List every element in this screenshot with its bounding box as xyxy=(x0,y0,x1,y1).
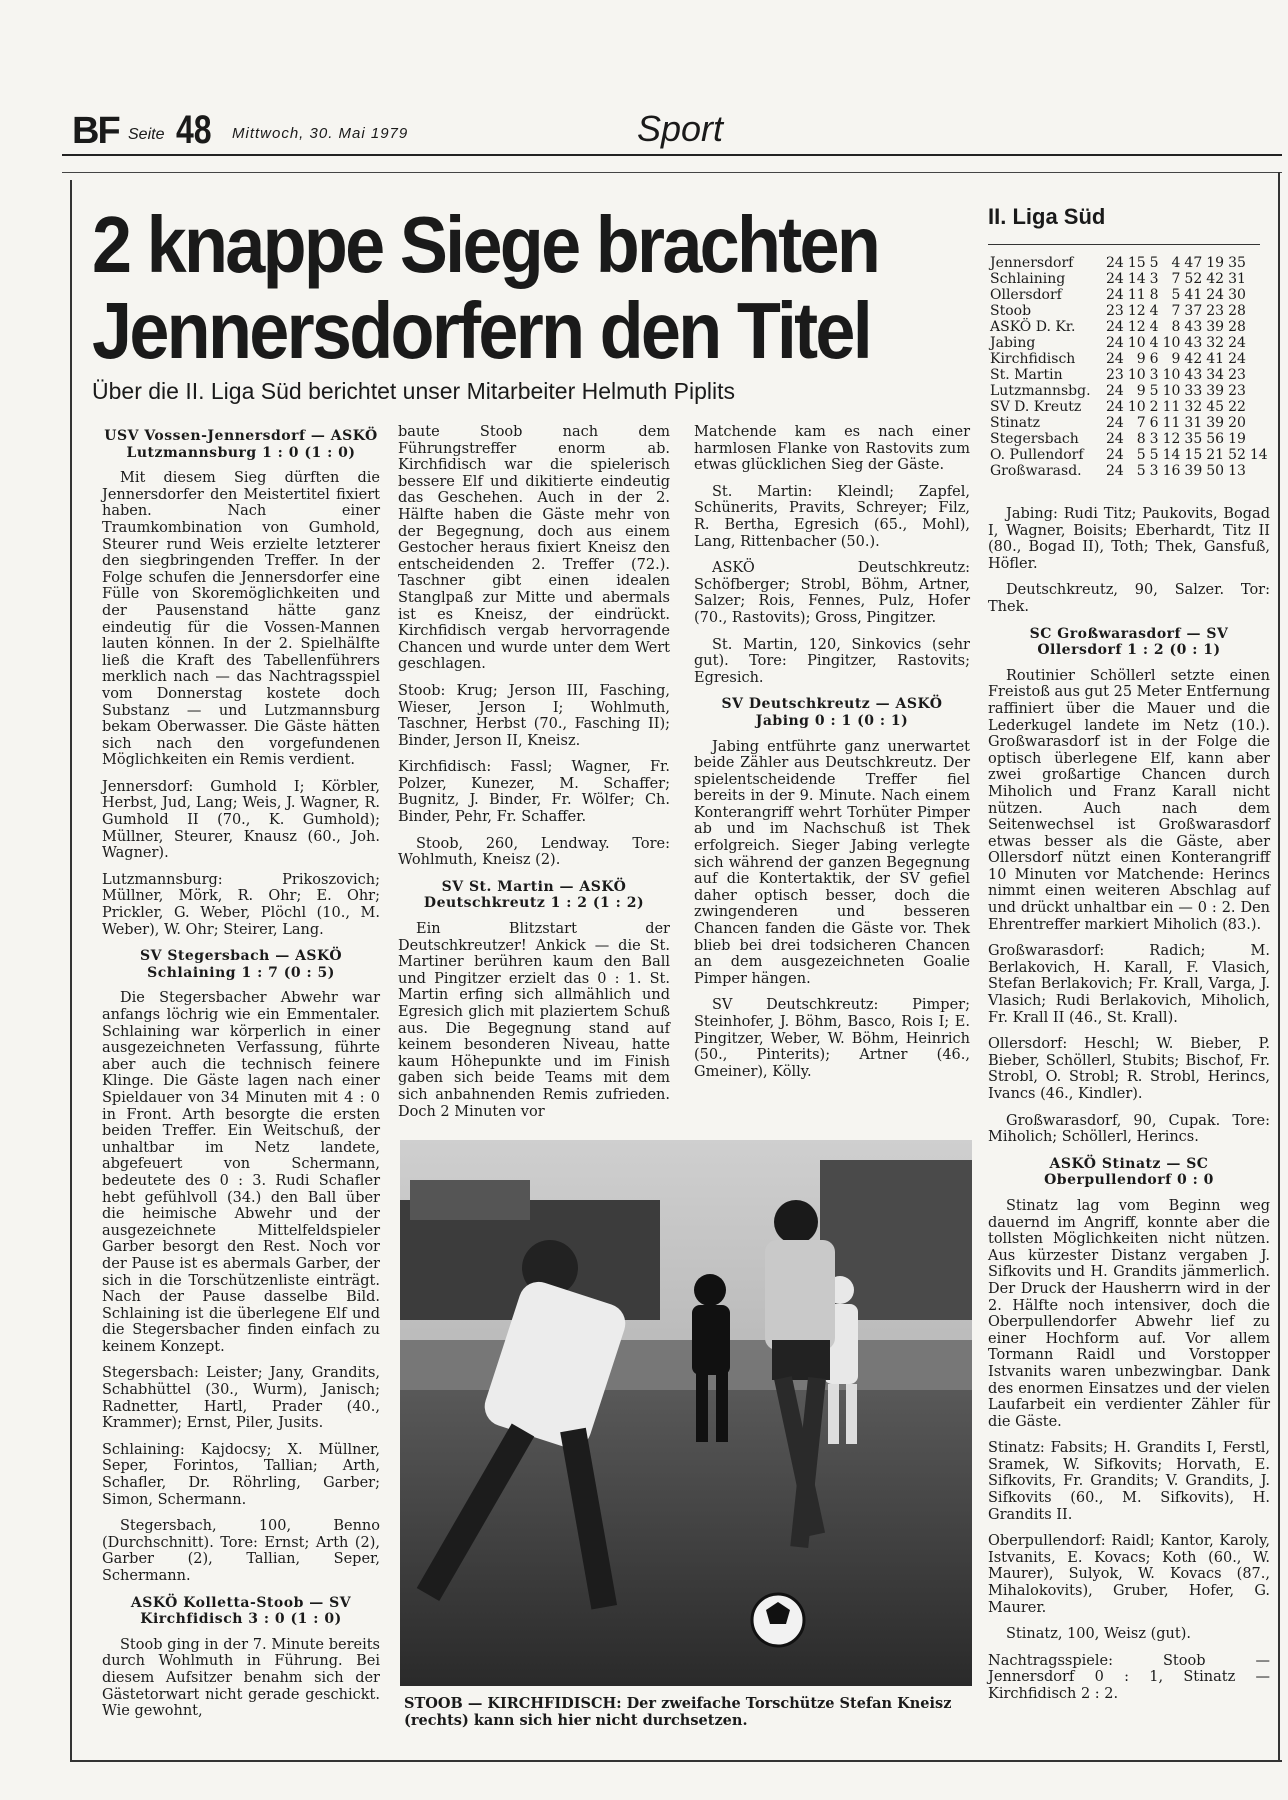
standings-value: 3 xyxy=(1149,463,1159,479)
standings-value: 30 xyxy=(1228,287,1246,303)
standings-value: 16 xyxy=(1162,463,1181,479)
standings-value: 11 xyxy=(1162,399,1181,415)
standings-value: 39 xyxy=(1206,415,1225,431)
masthead xyxy=(72,108,1282,156)
match-heading: SC Großwarasdorf — SV Ollersdorf 1 : 2 (0 : 1) xyxy=(1029,625,1229,659)
match-report: Stoob ging in der 7. Minute bereits durch Wohlmuth in Führung. Bei diesem Aufsitzer benahm sich der Gästetorwart nicht gerade geschickt. Wie gewohnt, xyxy=(102,1636,380,1720)
standings-value: 24 xyxy=(1106,319,1124,335)
standings-team: Stegersbach xyxy=(990,431,1079,447)
standings-value: 31 xyxy=(1184,415,1203,431)
standings-value: 10 xyxy=(1162,383,1181,399)
column-3 xyxy=(694,424,970,1090)
standings-value: 8 xyxy=(1136,431,1146,447)
standings-team: Jennersdorf xyxy=(990,255,1074,271)
article-border-bottom xyxy=(70,1760,1282,1762)
standings-team: O. Pullendorf xyxy=(990,447,1084,463)
match-report: Jabing entführte ganz unerwartet beide Zähler aus Deutschkreutz. Der spielentscheidende Treffer fiel bereits in der 9. Minute. Nach einem Konterangriff wehrt Torhüter Pimper ab und im Nachschuß ist Thek erfolgreich. Sieger Jabing verlegte sich während der ganzen Begegnung auf die Kontertaktik, der SV gefiel daher optisch besser, doch die zwingenderen und besseren Chancen fanden die Gäste vor. Thek blieb bei drei todsicheren Chancen an dem ausgezeichneten Goalie Pimper hängen. xyxy=(694,738,970,987)
standings-team: St. Martin xyxy=(990,367,1063,383)
match-result-line: Deutschkreutz, 90, Salzer. Tor: Thek. xyxy=(988,582,1270,615)
standings-value: 12 xyxy=(1162,431,1181,447)
standings-value: 8 xyxy=(1149,287,1159,303)
standings-team: Stoob xyxy=(990,303,1032,319)
standings-value: 24 xyxy=(1106,415,1124,431)
standings-value: 28 xyxy=(1228,319,1246,335)
standings-value: 24 xyxy=(1106,255,1124,271)
match-heading: ASKÖ Stinatz — SC Oberpullendorf 0 : 0 xyxy=(1044,1155,1214,1189)
standings-value: 21 xyxy=(1206,447,1225,463)
standings-value: 10 xyxy=(1162,335,1181,351)
match-photo xyxy=(400,1140,972,1686)
match-result-line: Stegersbach, 100, Benno (Durchschnitt). Tore: Ernst; Arth (2), Garber (2), Tallian, Seper, Schermann. xyxy=(102,1518,380,1584)
standings-value: 19 xyxy=(1228,431,1246,447)
headline xyxy=(92,202,884,374)
headline-line-2: Jennersdorfern den Titel xyxy=(92,286,871,375)
lineup: Jabing: Rudi Titz; Paukovits, Bogad I, Wagner, Boisits; Eberhardt, Titz II (80., Bogad II), Toth; Thek, Gansfuß, Höfler. xyxy=(988,506,1270,572)
standings-value: 7 xyxy=(1171,303,1181,319)
standings-value: 23 xyxy=(1106,303,1124,319)
standings-value: 10 xyxy=(1127,367,1146,383)
standings-value: 9 xyxy=(1136,383,1146,399)
standings-row xyxy=(988,463,1270,479)
lineup: Stinatz: Fabsits; H. Grandits I, Ferstl, Sramek, W. Sifkovits; Horvath, E. Sifkovits, Fr. Grandits; V. Grandits, J. Sifkovits (60., M. Sifkovits), H. Grandits II. xyxy=(988,1440,1270,1523)
match-report: Stinatz lag vom Beginn weg dauernd im Angriff, konnte aber die tollsten Möglichkeiten nicht nützen. Aus kürzester Distanz vergaben J. Sifkovits und H. Grandits jämmerlich. Der Druck der Hausherrn wird in der 2. Hälfte noch intensiver, doch die Oberpullendorfer Abwehr lief zu einer Hochform auf. Vor allem Tormann Raidl und Vorstopper Istvanits waren unbezwingbar. Dank des enormen Einsatzes und der vielen Laufarbeit ein verdienter Zähler für die Gäste. xyxy=(988,1197,1270,1430)
lineup: Lutzmannsburg: Prikoszovich; Müllner, Mörk, R. Ohr; E. Ohr; Prickler, G. Weber, Plöchl (10., M. Weber), W. Ohr; Steirer, Lang. xyxy=(102,871,380,938)
standings-value: 31 xyxy=(1228,271,1246,287)
match-result-line: Stinatz, 100, Weisz (gut). xyxy=(1006,1626,1191,1643)
section-title: Sport xyxy=(637,108,724,149)
lineup: ASKÖ Deutschkreutz: Schöfberger; Strobl, Böhm, Artner, Salzer; Rois, Fennes, Pulz, Hofer (70., Rastovits); Gross, Pingitzer. xyxy=(694,560,970,626)
standings-row xyxy=(988,303,1270,319)
standings-value: 5 xyxy=(1149,255,1159,271)
standings-value: 9 xyxy=(1136,351,1146,367)
standings-value: 9 xyxy=(1171,351,1181,367)
standings-value: 13 xyxy=(1228,463,1246,479)
standings-value: 12 xyxy=(1127,303,1146,319)
standings-value: 10 xyxy=(1162,367,1181,383)
standings-row xyxy=(988,399,1270,415)
match-result-line: St. Martin, 120, Sinkovics (sehr gut). Tore: Pingitzer, Rastovits; Egresich. xyxy=(694,636,970,686)
standings-value: 24 xyxy=(1106,447,1124,463)
article-border-right xyxy=(1278,172,1280,1762)
standings-value: 4 xyxy=(1149,319,1159,335)
standings-team: Schlaining xyxy=(990,271,1066,287)
football-photo-illustration xyxy=(400,1140,972,1686)
standings-row xyxy=(988,351,1270,367)
standings-value: 7 xyxy=(1136,415,1146,431)
issue-date: Mittwoch, 30. Mai 1979 xyxy=(232,125,409,142)
standings-row xyxy=(988,271,1270,287)
standings-value: 20 xyxy=(1228,415,1246,431)
standings-value: 12 xyxy=(1127,319,1146,335)
match-result-line: Stoob, 260, Lendway. Tore: Wohlmuth, Kneisz (2). xyxy=(398,835,670,869)
standings-row xyxy=(988,383,1270,399)
lineup: Stegersbach: Leister; Jany, Grandits, Schabhüttel (30., Wurm), Janisch; Radnetter, Hartl, Prader (40., Krammer); Ernst, Piler, Jusits. xyxy=(102,1365,380,1432)
masthead-rule xyxy=(62,154,1282,156)
standings-value: 4 xyxy=(1171,255,1181,271)
standings-team: SV D. Kreutz xyxy=(990,399,1082,415)
lineup: Jennersdorf: Gumhold I; Körbler, Herbst, Jud, Lang; Weis, J. Wagner, R. Gumhold II (70., K. Gumhold); Müllner, Steurer, Knausz (60., Joh. Wagner). xyxy=(102,778,380,862)
standings-value: 24 xyxy=(1106,271,1124,287)
standings-value: 23 xyxy=(1228,367,1246,383)
match-report: Routinier Schöllerl setzte einen Freistoß aus gut 25 Meter Entfernung raffiniert über die Mauer und die Lederkugel landete im Netz (10.). Großwarasdorf ist in der Folge die optisch überlegene Elf, kann aber zwei großartige Chancen durch Miholich und Franz Karall nicht nützen. Auch nach dem Seitenwechsel ist Großwarasdorf etwas besser als die Gäste, aber Ollersdorf nützt einen Konterangriff 10 Minuten vor Matchende: Herincs nimmt einen weiteren Abschlag auf und drückt unhaltbar ein — 0 : 2. Den Ehrentreffer markiert Miholich (83.). xyxy=(988,667,1270,933)
lineup: Schlaining: Kajdocsy; X. Müllner, Seper, Forintos, Tallian; Arth, Schafler, Dr. Röhrling, Garber; Simon, Schermann. xyxy=(102,1441,380,1508)
standings-value: 2 xyxy=(1149,399,1159,415)
match-heading: ASKÖ Kolletta-Stoob — SV Kirchfidisch 3 : 0 (1 : 0) xyxy=(130,1594,352,1628)
match-report: Ein Blitzstart der Deutschkreutzer! Ankick — die St. Martiner berühren kaum den Ball und Pingitzer erzielt das 0 : 1. St. Martin erfing sich allmählich und Egresich glich mit plaziertem Schuß aus. Die Begegnung stand auf keinem besonderen Niveau, hatte kaum Höhepunkte und im Finish gaben sich beide Teams mit dem sich anbahnenden Remis zufrieden. Doch 2 Minuten vor xyxy=(398,921,670,1120)
standings-value: 3 xyxy=(1149,271,1159,287)
standings-value: 5 xyxy=(1149,447,1159,463)
standings-value: 35 xyxy=(1184,431,1203,447)
catch-up-matches: Nachtragsspiele: Stoob — Jennersdorf 0 : 1, Stinatz — Kirchfidisch 2 : 2. xyxy=(988,1652,1270,1702)
standings-value: 32 xyxy=(1184,399,1203,415)
standings-row xyxy=(988,319,1270,335)
standings-team: Lutzmannsbg. xyxy=(990,383,1091,399)
standings-value: 8 xyxy=(1171,319,1181,335)
standings-value: 24 xyxy=(1228,335,1246,351)
standings-row xyxy=(988,447,1270,463)
lineup: Ollersdorf: Heschl; W. Bieber, P. Bieber, Schöllerl, Stubits; Bischof, Fr. Strobl, O. Strobl; R. Strobl, Herincs, Ivancs (46., Kindler). xyxy=(988,1036,1270,1102)
standings-value: 15 xyxy=(1127,255,1146,271)
article-border-left xyxy=(70,180,72,1760)
match-heading: SV St. Martin — ASKÖ Deutschkreutz 1 : 2 (1 : 2) xyxy=(423,878,645,912)
standings-value: 50 xyxy=(1206,463,1225,479)
standings-value: 15 xyxy=(1184,447,1203,463)
standings-value: 43 xyxy=(1184,335,1203,351)
standings-value: 43 xyxy=(1184,367,1203,383)
match-heading: USV Vossen-Jennersdorf — ASKÖ Lutzmannsburg 1 : 0 (1 : 0) xyxy=(104,428,378,461)
standings-value: 45 xyxy=(1206,399,1225,415)
subheadline: Über die II. Liga Süd berichtet unser Mitarbeiter Helmuth Piplits xyxy=(92,378,736,404)
standings-value: 52 xyxy=(1228,447,1246,463)
standings-value: 19 xyxy=(1206,255,1225,271)
standings-value: 4 xyxy=(1149,335,1159,351)
standings-team: Stinatz xyxy=(990,415,1041,431)
standings-team: Jabing xyxy=(990,335,1036,351)
standings-value: 34 xyxy=(1206,367,1225,383)
standings-value: 39 xyxy=(1206,383,1225,399)
standings-value: 52 xyxy=(1184,271,1203,287)
lineup: Stoob: Krug; Jerson III, Fasching, Wieser, Jerson I; Wohlmuth, Taschner, Herbst (70., Fasching II); Binder, Jerson II, Kneisz. xyxy=(398,682,670,749)
standings-value: 22 xyxy=(1228,399,1246,415)
match-report: baute Stoob nach dem Führungstreffer enorm ab. Kirchfidisch war die spielerisch bessere Elf und dikitierte eindeutig das Geschehen. Auch in der 2. Hälfte haben die Gäste mehr von der Begegnung, doch aus einem Gestocher heraus fixiert Kneisz den entscheidenden 2. Treffer (72.). Taschner gibt einen idealen Stanglpaß zur Mitte und abermals ist es Kneisz, der eindrückt. Kirchfidisch vergab hervorragende Chancen und wurde unter dem Wert geschlagen. xyxy=(398,424,670,673)
standings-value: 28 xyxy=(1228,303,1246,319)
standings-team: Kirchfidisch xyxy=(990,351,1076,367)
page-number: 48 xyxy=(176,108,212,152)
lineup: SV Deutschkreutz: Pimper; Steinhofer, J. Böhm, Basco, Rois I; E. Pingitzer, Weber, W. Böhm, Heinrich (50., Pinterits); Artner (46., Gmeiner), Kölly. xyxy=(694,997,970,1080)
standings-value: 24 xyxy=(1106,463,1124,479)
standings-value: 33 xyxy=(1184,383,1203,399)
standings-value: 39 xyxy=(1184,463,1203,479)
standings-value: 7 xyxy=(1171,271,1181,287)
standings-value: 42 xyxy=(1184,351,1203,367)
standings-table xyxy=(988,204,1270,479)
standings-value: 10 xyxy=(1127,335,1146,351)
standings-row xyxy=(988,367,1270,383)
standings-value: 5 xyxy=(1136,447,1146,463)
match-result-line: Großwarasdorf, 90, Cupak. Tore: Miholich; Schöllerl, Herincs. xyxy=(988,1112,1270,1146)
standings-value: 24 xyxy=(1106,431,1124,447)
standings-value: 14 xyxy=(1249,447,1268,463)
standings-value: 24 xyxy=(1106,399,1124,415)
lineup: Großwarasdorf: Radich; M. Berlakovich, H. Karall, F. Vlasich, Stefan Berlakovich; Fr. Krall, Varga, J. Vlasich; Rudi Berlakovich, Miholich, Fr. Krall II (46., St. Krall). xyxy=(988,943,1270,1026)
standings-value: 24 xyxy=(1206,287,1225,303)
standings-team: Ollersdorf xyxy=(990,287,1062,303)
headline-line-1: 2 knappe Siege brachten xyxy=(92,200,879,289)
standings-value: 14 xyxy=(1162,447,1181,463)
standings-value: 10 xyxy=(1127,399,1146,415)
standings-value: 41 xyxy=(1184,287,1203,303)
standings-value: 37 xyxy=(1184,303,1203,319)
lineup: Kirchfidisch: Fassl; Wagner, Fr. Polzer, Kunezer, M. Schaffer; Bugnitz, J. Binder, Fr. Wölfer; Ch. Binder, Pehr, Fr. Schaffer. xyxy=(398,759,670,826)
standings-value: 47 xyxy=(1184,255,1203,271)
standings-value: 6 xyxy=(1149,415,1159,431)
standings-row xyxy=(988,431,1270,447)
standings-value: 11 xyxy=(1127,287,1146,303)
masthead-rule-thin xyxy=(62,172,1282,173)
standings-value: 23 xyxy=(1106,367,1124,383)
standings-rule xyxy=(988,244,1260,245)
column-4 xyxy=(988,506,1270,1713)
page-label: Seite xyxy=(128,126,165,143)
standings-value: 24 xyxy=(1228,351,1246,367)
standings-value: 4 xyxy=(1149,303,1159,319)
standings-value: 6 xyxy=(1149,351,1159,367)
standings-value: 3 xyxy=(1149,367,1159,383)
masthead-logo: BF xyxy=(72,110,119,152)
standings-value: 11 xyxy=(1162,415,1181,431)
match-report: Matchende kam es nach einer harmlosen Flanke von Rastovits zum etwas glücklichen Sieg der Gäste. xyxy=(694,424,970,474)
standings-value: 39 xyxy=(1206,319,1225,335)
match-report: Die Stegersbacher Abwehr war anfangs löchrig wie ein Emmentaler. Schlaining war körperlich in einer ausgezeichneten Verfassung, führte aber auch die technisch feinere Klinge. Die Gäste lagen nach einer Spieldauer von 34 Minuten mit 4 : 0 in Front. Arth besorgte die ersten beiden Treffer. Ein Weitschuß, der unhaltbar im Netz landete, abgefeuert von Schermann, bedeutete des 0 : 3. Rudi Schafler hebt gefühlvoll (34.) den Ball über die heimische Abwehr und der ausgezeichnete Mittelfeldspieler Garber besorgt den Rest. Noch vor der Pause ist es abermals Garber, der sich in die Torschützenliste einträgt. Nach der Pause dasselbe Bild. Schlaining ist die überlegene Elf und die Stegersbacher finden einfach zu keinem Konzept. xyxy=(102,990,380,1355)
standings-row xyxy=(988,415,1270,431)
standings-row xyxy=(988,335,1270,351)
lineup: St. Martin: Kleindl; Zapfel, Schünerits, Pravits, Schreyer; Filz, R. Bertha, Egresich (65., Mohl), Lang, Rittenbacher (50.). xyxy=(694,483,970,550)
standings-value: 23 xyxy=(1228,383,1246,399)
standings-value: 42 xyxy=(1206,271,1225,287)
standings-grid xyxy=(988,255,1270,479)
standings-value: 24 xyxy=(1106,335,1124,351)
lineup: Oberpullendorf: Raidl; Kantor, Karoly, Istvanits, E. Kovacs; Koth (60., W. Maurer), Sulyok, W. Kovacs (87., Mihalokovits), Gruber, Hofer, G. Maurer. xyxy=(988,1533,1270,1616)
standings-value: 24 xyxy=(1106,351,1124,367)
standings-team: ASKÖ D. Kr. xyxy=(990,319,1076,335)
match-heading: SV Deutschkreutz — ASKÖ Jabing 0 : 1 (0 : 1) xyxy=(721,696,943,729)
column-1 xyxy=(102,424,380,1730)
standings-value: 35 xyxy=(1228,255,1246,271)
standings-value: 24 xyxy=(1106,287,1124,303)
photo-caption: STOOB — KIRCHFIDISCH: Der zweifache Torschütze Stefan Kneisz (rechts) kann sich hier nicht durchsetzen. xyxy=(404,1695,952,1729)
match-report: Mit diesem Sieg dürften die Jennersdorfer den Meistertitel fixiert haben. Nach einer Traumkombination von Gumhold, Steurer rund Weis erzielte letzterer den siegbringenden Treffer. In der Folge schufen die Jennersdorfer eine Fülle von Skoremöglichkeiten und der Pausenstand hätte ganz eindeutig für die Vossen-Mannen lauten können. In der 2. Spielhälfte ließ die Kraft des Tabellenführers merklich nach — das Nachtragsspiel vom Donnerstag kostete doch Substanz — und Lutzmannsburg bekam Oberwasser. Die Gäste hätten sich nach den vorgefundenen Möglichkeiten ein Remis verdient. xyxy=(102,470,380,769)
standings-title: II. Liga Süd xyxy=(988,204,1106,229)
standings-value: 5 xyxy=(1171,287,1181,303)
standings-value: 5 xyxy=(1149,383,1159,399)
standings-value: 3 xyxy=(1149,431,1159,447)
standings-row xyxy=(988,255,1270,271)
column-2 xyxy=(398,424,670,1130)
standings-team: Großwarasd. xyxy=(990,463,1082,479)
standings-value: 41 xyxy=(1206,351,1225,367)
standings-row xyxy=(988,287,1270,303)
standings-value: 5 xyxy=(1136,463,1146,479)
standings-value: 43 xyxy=(1184,319,1203,335)
match-heading: SV Stegersbach — ASKÖ Schlaining 1 : 7 (0 : 5) xyxy=(139,948,343,981)
standings-value: 23 xyxy=(1206,303,1225,319)
standings-value: 32 xyxy=(1206,335,1225,351)
standings-value: 14 xyxy=(1127,271,1146,287)
standings-value: 24 xyxy=(1106,383,1124,399)
standings-value: 56 xyxy=(1206,431,1225,447)
